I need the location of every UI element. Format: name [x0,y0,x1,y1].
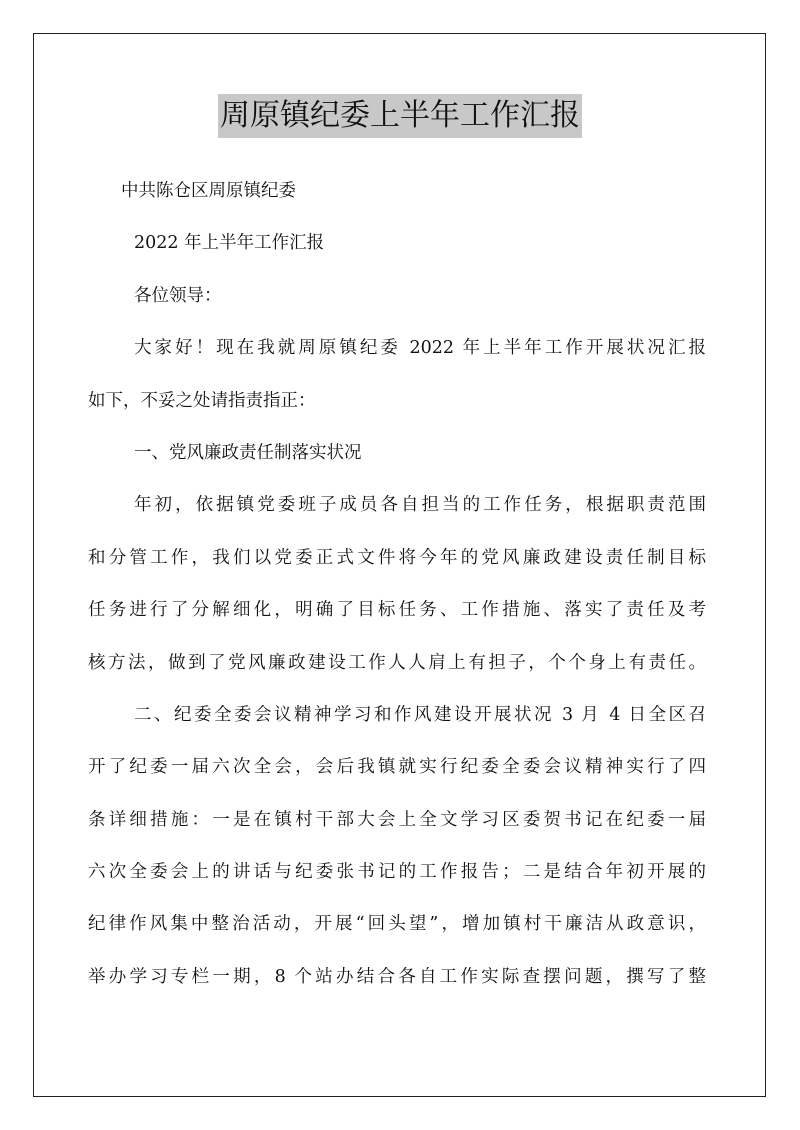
intro-paragraph-line: 大家好！现在我就周原镇纪委 2022 年上半年工作开展状况汇报 [134,338,706,359]
section2-paragraph-line: 二、纪委全委会议精神学习和作风建设开展状况 3 月 4 日全区召 [134,704,706,725]
document-title: 周原镇纪委上半年工作汇报 [218,94,582,138]
salutation-line: 各位领导： [134,285,222,306]
section-heading: 一、党风廉政责任制落实状况 [134,442,362,463]
title-container [0,94,800,138]
section2-paragraph-line: 条详细措施：一是在镇村干部大会上全文学习区委贺书记在纪委一届 [88,809,706,830]
section1-paragraph-line: 核方法，做到了党风廉政建设工作人人肩上有担子，个个身上有责任。 [88,652,706,673]
section1-paragraph-line: 年初，依据镇党委班子成员各自担当的工作任务，根据职责范围 [134,495,706,516]
section2-paragraph-line: 举办学习专栏一期，8 个站办结合各自工作实际查摆问题，撰写了整 [88,966,706,987]
section1-paragraph-line: 任务进行了分解细化，明确了目标任务、工作措施、落实了责任及考 [88,600,706,621]
organization-line: 中共陈仓区周原镇纪委 [121,181,296,201]
document-body [88,165,706,1003]
section1-paragraph-line: 和分管工作，我们以党委正式文件将今年的党风廉政建设责任制目标 [88,547,706,568]
section2-paragraph-line: 开了纪委一届六次全会，会后我镇就实行纪委全委会议精神实行了四 [88,757,706,778]
section2-paragraph-line: 六次全委会上的讲话与纪委张书记的工作报告；二是结合年初开展的 [88,862,706,883]
intro-paragraph-line: 如下，不妥之处请指责指正： [88,390,316,411]
subtitle-line: 2022 年上半年工作汇报 [134,233,325,254]
section2-paragraph-line: 纪律作风集中整治活动，开展“回头望”，增加镇村干廉洁从政意识， [88,914,706,935]
